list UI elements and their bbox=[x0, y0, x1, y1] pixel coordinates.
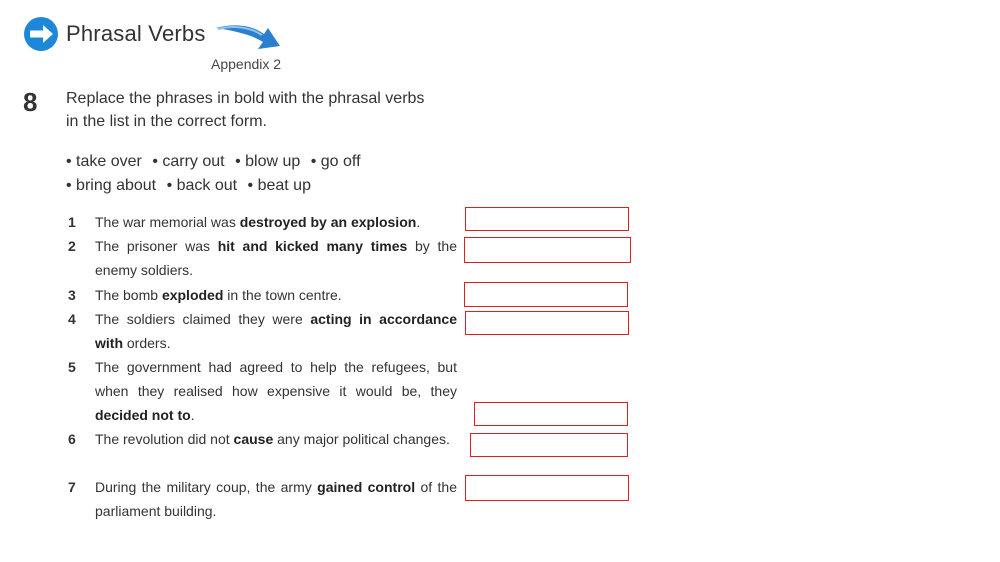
question-number: 5 bbox=[68, 359, 76, 375]
question-text: The bomb exploded in the town centre. bbox=[95, 287, 342, 303]
question-text: The prisoner was hit and kicked many times by the enemy soldiers. bbox=[95, 238, 457, 278]
word-list-item: • carry out bbox=[152, 153, 225, 170]
answer-input-2[interactable] bbox=[464, 237, 631, 263]
instruction-line: in the list in the correct form. bbox=[66, 113, 267, 130]
word-list-item: • back out bbox=[166, 177, 238, 194]
answer-input-6[interactable] bbox=[470, 433, 628, 457]
page-title: Phrasal Verbs bbox=[66, 21, 206, 46]
question-number: 6 bbox=[68, 431, 76, 447]
phrasal-verb-list bbox=[66, 150, 466, 198]
word-list-item: • go off bbox=[310, 153, 361, 170]
question-number: 3 bbox=[68, 287, 76, 303]
answer-input-7[interactable] bbox=[465, 475, 629, 501]
instructions bbox=[66, 87, 466, 133]
word-list-item: • beat up bbox=[247, 177, 311, 194]
word-list-row bbox=[66, 150, 466, 174]
instruction-line: Replace the phrases in bold with the phrasal verbs bbox=[66, 90, 425, 107]
arrow-circle-icon bbox=[23, 16, 59, 52]
question-text: The revolution did not cause any major political changes. bbox=[95, 431, 450, 447]
question-number: 1 bbox=[68, 214, 76, 230]
word-list-row bbox=[66, 174, 466, 198]
word-list-item: • blow up bbox=[235, 153, 301, 170]
question-text: During the military coup, the army gained control of the parliament building. bbox=[95, 479, 457, 519]
question-number: 2 bbox=[68, 238, 76, 254]
answer-input-4[interactable] bbox=[465, 311, 629, 335]
question-number: 4 bbox=[68, 311, 76, 327]
question-text: The war memorial was destroyed by an explosion. bbox=[95, 214, 421, 230]
appendix-label: Appendix 2 bbox=[211, 56, 282, 72]
answer-input-1[interactable] bbox=[465, 207, 629, 231]
question-number: 7 bbox=[68, 479, 76, 495]
question-text: The government had agreed to help the refugees, but when they realised how expensive it would be, they decided not to. bbox=[95, 359, 457, 423]
word-list-item: • take over bbox=[66, 153, 142, 170]
answer-input-3[interactable] bbox=[464, 282, 628, 307]
word-list-item: • bring about bbox=[66, 177, 157, 194]
question-text: The soldiers claimed they were acting in accordance with orders. bbox=[95, 311, 457, 351]
curved-arrow-icon bbox=[214, 22, 286, 56]
answer-input-5[interactable] bbox=[474, 402, 628, 426]
exercise-number: 8 bbox=[23, 87, 38, 117]
